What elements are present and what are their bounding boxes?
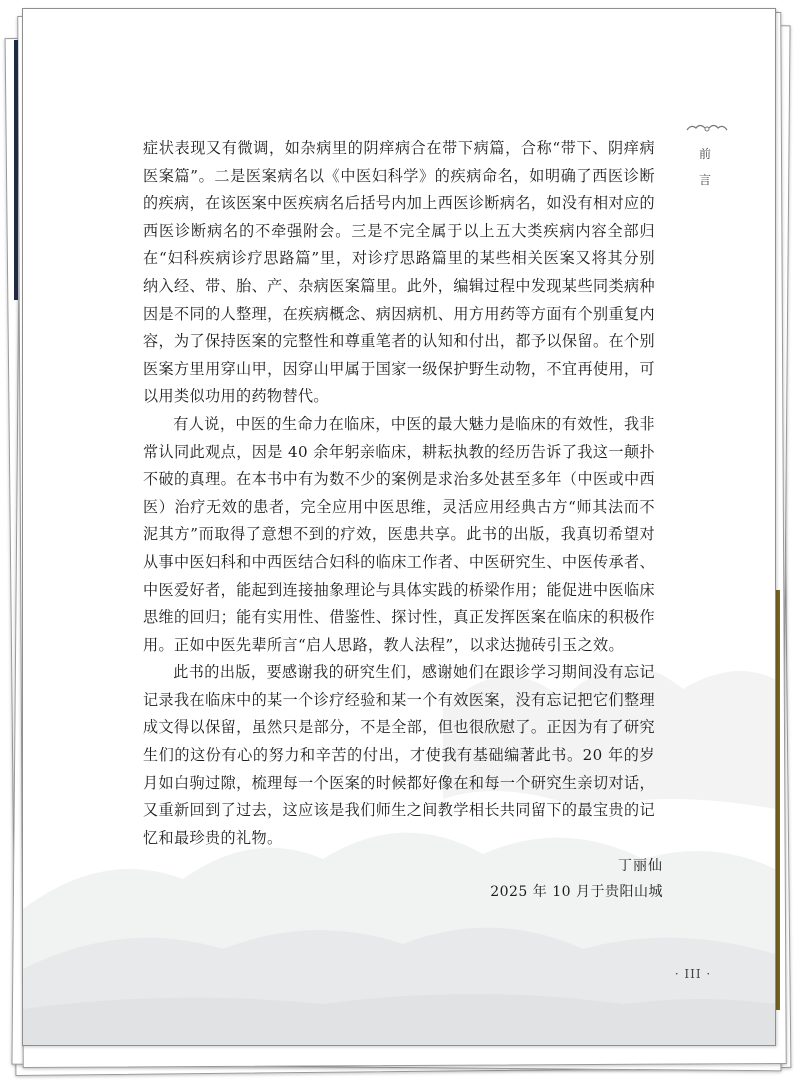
signature-date-place: 2025 年 10 月于贵阳山城	[490, 884, 663, 900]
running-head: 前言	[698, 147, 711, 187]
paragraph-3: 此书的出版，要感谢我的研究生们，感谢她们在跟诊学习期间没有忘记记录我在临床中的某一个诊疗经验和某一个有效医案，没有忘记把它们整理成文得以保留，虽然只是部分，不是全部，但也很欣慰了。正因为有了研究生们的这份有心的努力和辛苦的付出，才使我有基础编著此书。20 年的岁月如白驹过隙，梳理每一个医案的时候都好像在和每一个研究生亲切对话，又重新回到了过去，这应该是我们师生之间教学相长共同留下的最宝贵的记忆和最珍贵的礼物。	[143, 663, 655, 847]
body-text	[143, 135, 655, 852]
paragraph-1: 症状表现又有微调，如杂病里的阴痒病合在带下病篇，合称“带下、阴痒病医案篇”。二是医案病名以《中医妇科学》的疾病命名，如明确了西医诊断的疾病，在该医案中医疾病名后括号内加上西医诊断病名，如没有相对应的西医诊断病名的不牵强附会。三是不完全属于以上五大类疾病内容全部归在“妇科疾病诊疗思路篇”里，对诊疗思路篇里的某些相关医案又将其分别纳入经、带、胎、产、杂病医案篇里。此外，编辑过程中发现某些同类病种因是不同的人整理，在疾病概念、病因病机、用方用药等方面有个别重复内容，为了保持医案的完整性和尊重笔者的认知和付出，都予以保留。在个别医案方里用穿山甲，因穿山甲属于国家一级保护野生动物，不宜再使用，可以用类似功用的药物替代。	[143, 139, 655, 406]
author-signature: 丁丽仙	[618, 858, 663, 874]
book-page	[22, 8, 776, 1046]
cloud-ornament-icon	[685, 121, 729, 135]
page-number: · III ·	[674, 967, 712, 981]
book-spine-left	[14, 40, 18, 300]
paragraph-2: 有人说，中医的生命力在临床，中医的最大魅力是临床的有效性，我非常认同此观点，因是 40 余年躬亲临床，耕耘执教的经历告诉了我这一颠扑不破的真理。在本书中有为数不少的案例是求治多处甚至多年（中医或中西医）治疗无效的患者，完全应用中医思维，灵活应用经典古方“师其法而不泥其方”而取得了意想不到的疗效，医患共享。此书的出版，我真切希望对从事中医妇科和中西医结合妇科的临床工作者、中医研究生、中医传承者、中医爱好者，能起到连接抽象理论与具体实践的桥梁作用；能促进中医临床思维的回归；能有实用性、借鉴性、探讨性，真正发挥医案在临床的积极作用。正如中医先辈所言“启人思路，教人法程”，以求达抛砖引玉之效。	[143, 414, 655, 654]
